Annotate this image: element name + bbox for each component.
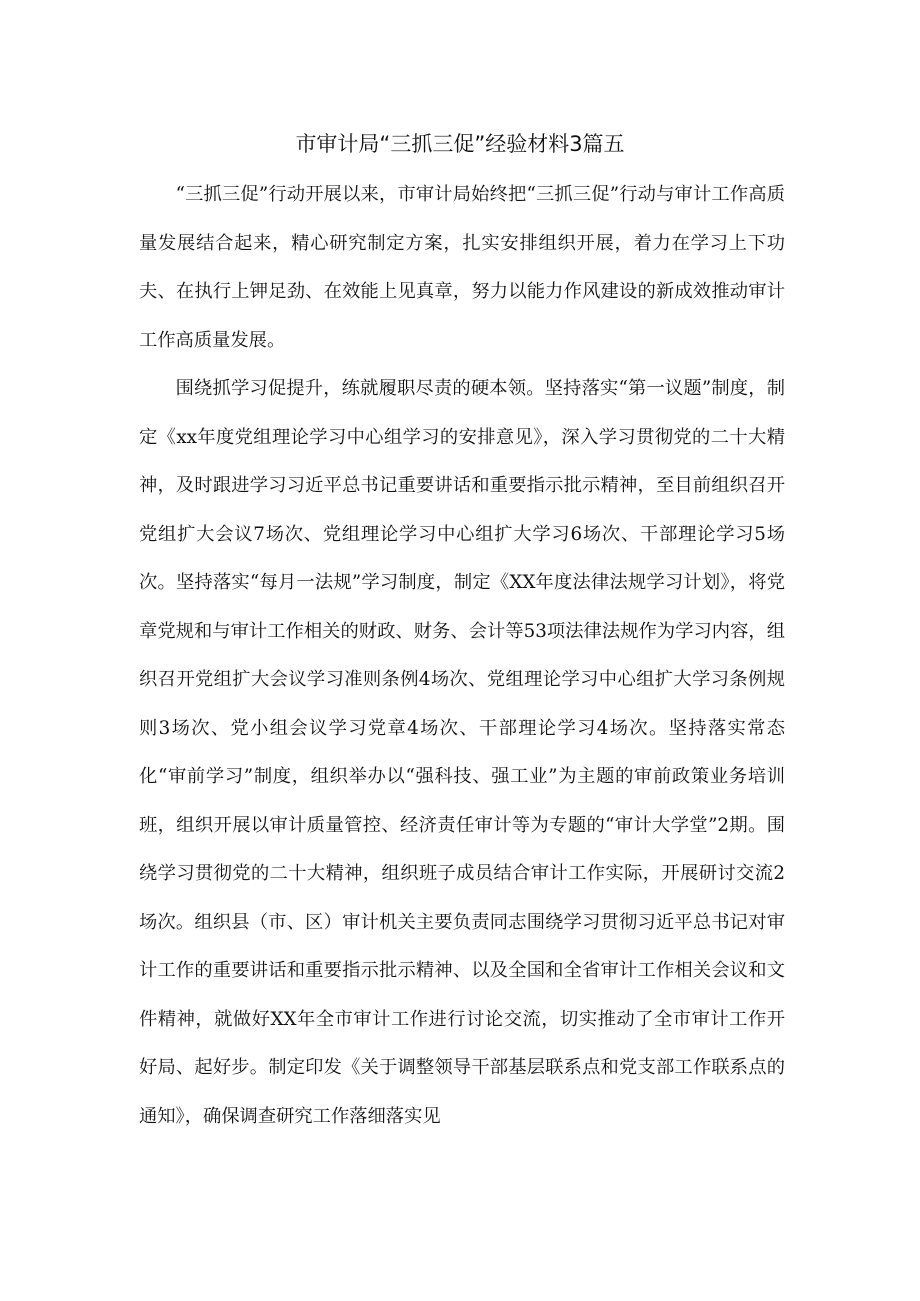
paragraph-study: 围绕抓学习促提升，练就履职尽责的硬本领。坚持落实“第一议题”制度，制定《xx年度党组理论学习中心组学习的安排意见》，深入学习贯彻党的二十大精神，及时跟进学习习近平总书记重要讲话和重要指示批示精神，至目前组织召开党组扩大会议7场次、党组理论学习中心组扩大学习6场次、干部理论学习5场次。坚持落实“每月一法规”学习制度，制定《XX年度法律法规学习计划》，将党章党规和与审计工作相关的财政、财务、会计等53项法律法规作为学习内容，组织召开党组扩大会议学习准则条例4场次、党组理论学习中心组扩大学习条例规则3场次、党小组会议学习党章4场次、干部理论学习4场次。坚持落实常态化“审前学习”制度，组织举办以“强科技、强工业”为主题的审前政策业务培训班，组织开展以审计质量管控、经济责任审计等为专题的“审计大学堂”2期。围绕学习贯彻党的二十大精神，组织班子成员结合审计工作实际，开展研讨交流2场次。组织县（市、区）审计机关主要负责同志围绕学习贯彻习近平总书记对审计工作的重要讲话和重要指示批示精神、以及全国和全省审计工作相关会议和文件精神，就做好XX年全市审计工作进行讨论交流，切实推动了全市审计工作开好局、起好步。制定印发《关于调整领导干部基层联系点和党支部工作联系点的通知》，确保调查研究工作落细落实见 xyxy=(139,378,785,1127)
paragraph-intro: “三抓三促”行动开展以来，市审计局始终把“三抓三促”行动与审计工作高质量发展结合起来，精心研究制定方案，扎实安排组织开展，着力在学习上下功夫、在执行上钾足劲、在效能上见真章，努力以能力作风建设的新成效推动审计工作高质量发展。 xyxy=(139,184,785,351)
document-title: 市审计局“三抓三促”经验材料3篇五 xyxy=(295,132,625,156)
